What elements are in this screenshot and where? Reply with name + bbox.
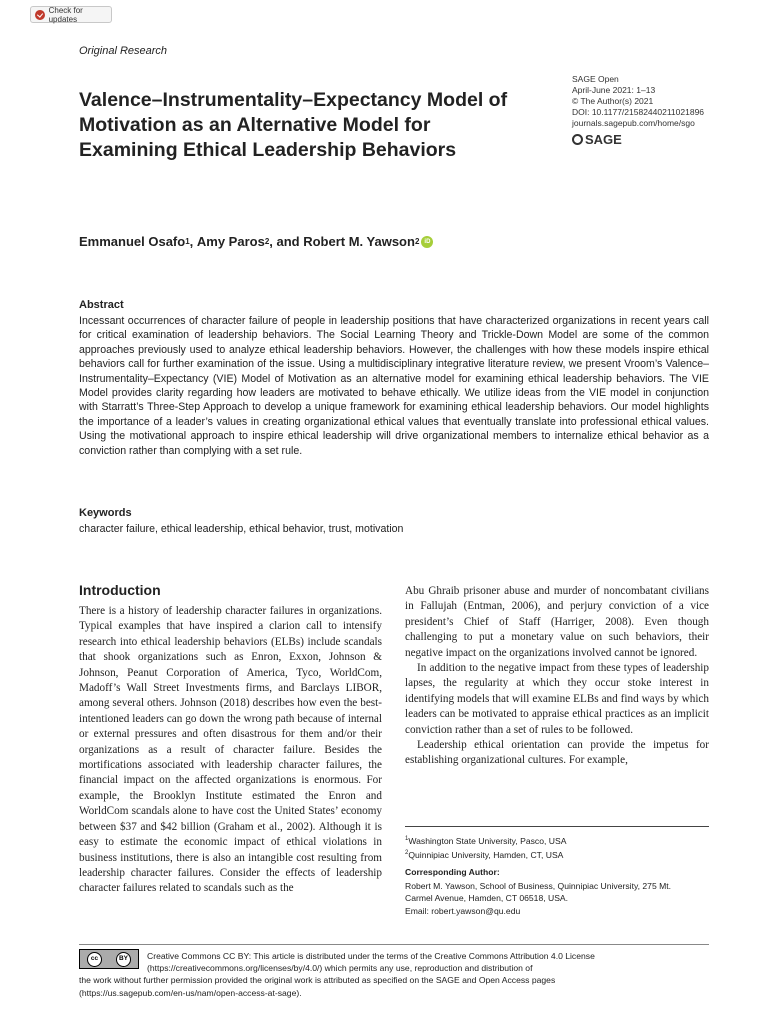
license-line: the work without further permission provided the original work is attributed as specified on the SAGE and Open Access pages — [79, 975, 556, 986]
check-updates-icon — [35, 10, 45, 20]
journal-issue: April-June 2021: 1–13 — [572, 85, 656, 95]
author-name: Emmanuel Osafo — [79, 234, 186, 249]
affiliation-item — [405, 833, 566, 847]
article-type-label: Original Research — [79, 45, 168, 57]
check-for-updates-button[interactable] — [30, 6, 112, 23]
author-separator: , — [189, 234, 197, 249]
journal-info — [572, 74, 704, 129]
footnote-divider — [405, 826, 709, 827]
keywords-list: character failure, ethical leadership, ethical behavior, trust, motivation — [79, 523, 404, 535]
affiliation-text: Washington State University, Pasco, USA — [408, 835, 567, 846]
corresponding-address-line: Carmel Avenue, Hamden, CT 06518, USA. — [405, 893, 569, 904]
journal-homepage-link[interactable]: journals.sagepub.com/home/sgo — [572, 118, 695, 128]
body-paragraph: Leadership ethical orientation can provide the impetus for establishing organizational cultures. For example, — [405, 739, 709, 767]
affiliation-marker: 1 — [405, 836, 409, 842]
license-statement — [79, 950, 719, 999]
affiliation-marker: 2 — [405, 850, 409, 857]
sage-logo-icon — [572, 134, 583, 145]
corresponding-author-details — [405, 880, 715, 917]
author-name: Robert M. Yawson — [303, 234, 415, 249]
affiliation-item — [405, 847, 566, 861]
corresponding-author-heading: Corresponding Author: — [405, 867, 500, 877]
license-line: Creative Commons CC BY: This article is distributed under the terms of the Creative Commons Attribution 4.0 License — [147, 951, 595, 961]
affiliation-marker: 2 — [264, 237, 270, 246]
body-paragraph: In addition to the negative impact from these types of leadership lapses, the regularity at which they occur stoke interest in identifying models that will examine ELBs and find ways by which leaders can be motivated to appraise ethical practices as an implicit conviction rather than a set of rules to be followed. — [405, 662, 709, 736]
abstract-heading: Abstract — [79, 299, 124, 311]
abstract-text: Incessant occurrences of character failure of people in leadership positions that have characterized organizations in recent years call for critical examination of leadership behaviors. The Social Learning Theory and Trickle-Down Model are some of the common approaches previously used to analyze ethical leadership behaviors. However, the challenges with how these models inspire ethical behaviors call for further examination of the issue. Using a multidisciplinary integrative literature review, we present Vroom’s Valence–Instrumentality–Expectancy (VIE) Model of Motivation as an alternative model for examining ethical leadership behaviors. The VIE Model provides clarity regarding how leaders are motivated to behave ethically. We utilize ideas from the VIE model in conjunction with Starratt’s Three-Step Approach to develop a unique framework for examining ethical leadership behaviors. Our model highlights the importance of a leader’s values in creating organizational ethical values that eventually translate into professional ethical values. Using the motivational approach to inspire ethical leadership will drive organizational members to internalize ethical behavior as a conviction rather than complying with a set rule. — [79, 315, 709, 457]
affiliations — [405, 833, 566, 862]
introduction-heading: Introduction — [79, 582, 161, 598]
body-column-left — [79, 604, 382, 897]
sage-logo-text: SAGE — [585, 132, 622, 147]
affiliation-text: Quinnipiac University, Hamden, CT, USA — [408, 850, 564, 861]
cc-icon: cc — [87, 952, 102, 967]
by-icon: BY — [116, 952, 131, 967]
author-name: Amy Paros — [196, 234, 265, 249]
copyright-line: © The Author(s) 2021 — [572, 96, 654, 106]
body-paragraph: Abu Ghraib prisoner abuse and murder of noncombatant civilians in Fallujah (Entman, 2006), and perjury conviction of a vice president’s Chief of Staff (Harriger, 2008). Even though challenging to put a monetary value on such behaviors, their negative impact on the organizations involved cannot be ignored. — [405, 585, 709, 659]
body-paragraph: There is a history of leadership character failures in organizations. Typical examples that have inspired a clarion call to intensify research into ethical leadership behaviors (ELBs) include scandals that shook organizations such as Enron, Exxon, Johnson & Johnson, Peanut Corporation of America, Tyco, WorldCom, Madoff’s Wall Street Investments firms, and Barclays LIBOR, among several others. Johnson (2018) describes how even the best-intentioned leaders can go down the wrong path because of internal or external pressures and often disastrous for them and/or their organizations as a result of character failure. Besides the mortifications associated with leadership character failures, the financial impact on the affected organizations is enormous. For example, the Brooklyn Institute estimated the Enron and WorldCom scandals alone to have cost the United States’ economy between $37 and $42 billion (Graham et al., 2002). Although it is easy to estimate the economic impact of ethical violations in business institutions, there is also an intangible cost resulting from leadership character failures. Consider the effects of leadership character failures related to scandals such as the — [79, 605, 382, 895]
journal-name: SAGE Open — [572, 74, 619, 84]
article-title: Valence–Instrumentality–Expectancy Model of Motivation as an Alternative Model for Examining Ethical Leadership Behaviors — [79, 89, 508, 161]
open-access-link[interactable]: (https://us.sagepub.com/en-us/nam/open-access-at-sage). — [79, 987, 302, 998]
license-link[interactable]: (https://creativecommons.org/licenses/by/4.0/) which permits any use, reproduction and distribution of — [147, 963, 533, 974]
affiliation-marker: 2 — [414, 237, 420, 246]
license-divider — [79, 944, 709, 945]
sage-logo — [572, 132, 622, 147]
keywords-heading: Keywords — [79, 507, 132, 519]
body-column-right — [405, 584, 709, 769]
check-for-updates-label: Check for updates — [48, 5, 83, 24]
corresponding-address-line: Robert M. Yawson, School of Business, Quinnipiac University, 275 Mt. — [405, 881, 672, 891]
affiliation-marker: 1 — [185, 237, 190, 246]
corresponding-email[interactable]: Email: robert.yawson@qu.edu — [405, 905, 521, 916]
doi-link[interactable]: DOI: 10.1177/21582440211021896 — [572, 107, 705, 117]
author-separator: , and — [269, 234, 304, 249]
orcid-icon[interactable]: iD — [421, 236, 433, 248]
author-list — [79, 234, 433, 249]
